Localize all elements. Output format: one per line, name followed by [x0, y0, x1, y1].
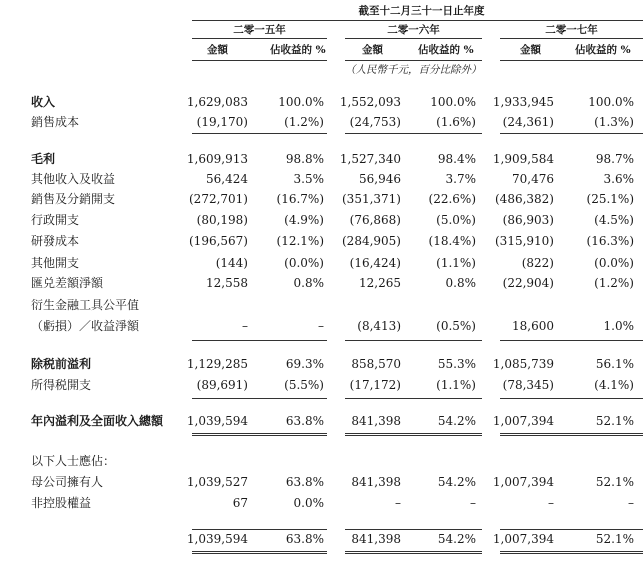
amount-cell: – — [242, 319, 248, 333]
row-label: 銷售成本 — [31, 115, 80, 129]
year-header-2017: 二零一七年 — [545, 24, 598, 36]
amount-cell: 1,552,093 — [339, 95, 401, 109]
amount-cell: (22,904) — [502, 276, 554, 290]
amount-cell: 1,039,594 — [186, 414, 248, 428]
divider-line — [345, 38, 482, 39]
percent-cell: 54.2% — [437, 532, 476, 546]
row-label: 其他收入及收益 — [31, 172, 116, 186]
amount-cell: 1,129,285 — [186, 357, 248, 371]
amount-cell: (89,691) — [196, 378, 248, 392]
percent-cell: 98.7% — [595, 152, 634, 166]
subtotal-rule — [345, 529, 482, 530]
percent-cell: 98.4% — [437, 152, 476, 166]
percent-cell: 1.0% — [603, 319, 634, 333]
percent-cell: (1.2%) — [594, 276, 634, 290]
amount-cell: (19,170) — [196, 115, 248, 129]
column-header-amount: 金額 — [207, 44, 228, 56]
percent-cell: 63.8% — [285, 475, 324, 489]
row-label: 母公司擁有人 — [31, 475, 104, 489]
amount-cell: 1,933,945 — [492, 95, 554, 109]
percent-cell: (16.7%) — [276, 192, 324, 206]
divider-line — [192, 38, 327, 39]
amount-cell: (24,753) — [349, 115, 401, 129]
total-double-rule — [192, 551, 327, 554]
percent-cell: (1.6%) — [436, 115, 476, 129]
subtotal-rule — [192, 398, 327, 399]
percent-cell: (18.4%) — [428, 234, 476, 248]
unit-note: （人民幣千元，百分比除外） — [345, 64, 482, 76]
percent-cell: 98.8% — [285, 152, 324, 166]
amount-cell: (315,910) — [495, 234, 554, 248]
amount-cell: (78,345) — [502, 378, 554, 392]
percent-cell: (1.2%) — [284, 115, 324, 129]
subtotal-rule — [500, 529, 643, 530]
subtotal-rule — [192, 340, 327, 341]
percent-cell: – — [318, 319, 324, 333]
percent-cell: – — [470, 496, 476, 510]
row-label: 研發成本 — [31, 234, 80, 248]
amount-cell: (351,371) — [342, 192, 401, 206]
percent-cell: 52.1% — [595, 414, 634, 428]
amount-cell: (144) — [215, 256, 248, 270]
percent-cell: 100.0% — [588, 95, 634, 109]
total-double-rule — [345, 551, 482, 554]
amount-cell: (17,172) — [349, 378, 401, 392]
amount-cell: 67 — [232, 496, 248, 510]
percent-cell: 54.2% — [437, 414, 476, 428]
percent-cell: 3.5% — [293, 172, 324, 186]
percent-cell: 100.0% — [430, 95, 476, 109]
amount-cell: (8,413) — [357, 319, 401, 333]
percent-cell: (1.1%) — [436, 256, 476, 270]
total-double-rule — [345, 433, 482, 436]
amount-cell: – — [395, 496, 401, 510]
percent-cell: (1.3%) — [594, 115, 634, 129]
column-header-amount: 金額 — [362, 44, 383, 56]
subtotal-rule — [345, 133, 482, 134]
percent-cell: (4.5%) — [594, 213, 634, 227]
total-double-rule — [500, 433, 643, 436]
amount-cell: (80,198) — [196, 213, 248, 227]
amount-cell: (486,382) — [495, 192, 554, 206]
subtotal-rule — [500, 133, 643, 134]
percent-cell: 63.8% — [285, 414, 324, 428]
percent-cell: (4.9%) — [284, 213, 324, 227]
year-header-2015: 二零一五年 — [233, 24, 286, 36]
column-header-percent: 佔收益的 % — [270, 44, 326, 56]
row-label: 收入 — [31, 95, 56, 109]
amount-cell: 12,558 — [206, 276, 248, 290]
amount-cell: (24,361) — [502, 115, 554, 129]
divider-line — [500, 38, 643, 39]
percent-cell: (12.1%) — [276, 234, 324, 248]
year-header-2016: 二零一六年 — [387, 24, 440, 36]
row-label: 銷售及分銷開支 — [31, 192, 116, 206]
percent-cell: 52.1% — [595, 532, 634, 546]
amount-cell: (86,903) — [502, 213, 554, 227]
amount-cell: 1,007,394 — [492, 414, 554, 428]
amount-cell: 841,398 — [351, 532, 401, 546]
divider-line — [192, 20, 643, 21]
amount-cell: (272,701) — [189, 192, 248, 206]
column-header-amount: 金額 — [520, 44, 541, 56]
row-label: 除税前溢利 — [31, 357, 92, 371]
row-label: 衍生金融工具公平值 — [31, 298, 140, 312]
percent-cell: – — [628, 496, 634, 510]
amount-cell: (822) — [521, 256, 554, 270]
divider-line — [192, 60, 327, 61]
amount-cell: 1,007,394 — [492, 475, 554, 489]
amount-cell: (284,905) — [342, 234, 401, 248]
percent-cell: 63.8% — [285, 532, 324, 546]
percent-cell: (4.1%) — [594, 378, 634, 392]
subtotal-rule — [345, 398, 482, 399]
column-header-percent: 佔收益的 % — [575, 44, 631, 56]
percent-cell: 100.0% — [278, 95, 324, 109]
percent-cell: 0.0% — [293, 496, 324, 510]
amount-cell: – — [548, 496, 554, 510]
amount-cell: 56,424 — [206, 172, 248, 186]
amount-cell: 1,085,739 — [492, 357, 554, 371]
row-label: 行政開支 — [31, 213, 80, 227]
amount-cell: 858,570 — [351, 357, 401, 371]
percent-cell: 54.2% — [437, 475, 476, 489]
amount-cell: (196,567) — [189, 234, 248, 248]
row-label: 毛利 — [31, 152, 56, 166]
row-label: 非控股權益 — [31, 496, 92, 510]
amount-cell: 1,909,584 — [492, 152, 554, 166]
percent-cell: 3.6% — [603, 172, 634, 186]
amount-cell: 12,265 — [359, 276, 401, 290]
percent-cell: 56.1% — [595, 357, 634, 371]
amount-cell: 841,398 — [351, 475, 401, 489]
period-header: 截至十二月三十一日止年度 — [358, 5, 485, 17]
row-label: 以下人士應佔： — [31, 454, 116, 468]
row-label: （虧損）／收益淨額 — [31, 319, 140, 333]
percent-cell: (5.5%) — [284, 378, 324, 392]
subtotal-rule — [345, 340, 482, 341]
percent-cell: 55.3% — [437, 357, 476, 371]
divider-line — [500, 60, 643, 61]
column-header-percent: 佔收益的 % — [418, 44, 474, 56]
percent-cell: 69.3% — [285, 357, 324, 371]
divider-line — [345, 60, 482, 61]
row-label: 匯兑差額淨額 — [31, 276, 104, 290]
amount-cell: 1,039,527 — [186, 475, 248, 489]
amount-cell: 56,946 — [359, 172, 401, 186]
amount-cell: 1,007,394 — [492, 532, 554, 546]
amount-cell: 18,600 — [512, 319, 554, 333]
amount-cell: (76,868) — [349, 213, 401, 227]
percent-cell: 0.8% — [445, 276, 476, 290]
percent-cell: (0.5%) — [436, 319, 476, 333]
amount-cell: (16,424) — [349, 256, 401, 270]
subtotal-rule — [500, 398, 643, 399]
total-double-rule — [192, 433, 327, 436]
percent-cell: (5.0%) — [436, 213, 476, 227]
percent-cell: (0.0%) — [284, 256, 324, 270]
subtotal-rule — [192, 133, 327, 134]
percent-cell: (25.1%) — [586, 192, 634, 206]
percent-cell: (22.6%) — [428, 192, 476, 206]
amount-cell: 1,609,913 — [186, 152, 248, 166]
amount-cell: 70,476 — [512, 172, 554, 186]
subtotal-rule — [192, 529, 327, 530]
amount-cell: 1,629,083 — [186, 95, 248, 109]
amount-cell: 1,527,340 — [339, 152, 401, 166]
percent-cell: (0.0%) — [594, 256, 634, 270]
row-label: 所得税開支 — [31, 378, 92, 392]
percent-cell: 52.1% — [595, 475, 634, 489]
amount-cell: 1,039,594 — [186, 532, 248, 546]
percent-cell: 3.7% — [445, 172, 476, 186]
amount-cell: 841,398 — [351, 414, 401, 428]
subtotal-rule — [500, 340, 643, 341]
percent-cell: (1.1%) — [436, 378, 476, 392]
percent-cell: (16.3%) — [586, 234, 634, 248]
total-double-rule — [500, 551, 643, 554]
row-label: 年內溢利及全面收入總額 — [31, 414, 164, 428]
row-label: 其他開支 — [31, 256, 80, 270]
percent-cell: 0.8% — [293, 276, 324, 290]
